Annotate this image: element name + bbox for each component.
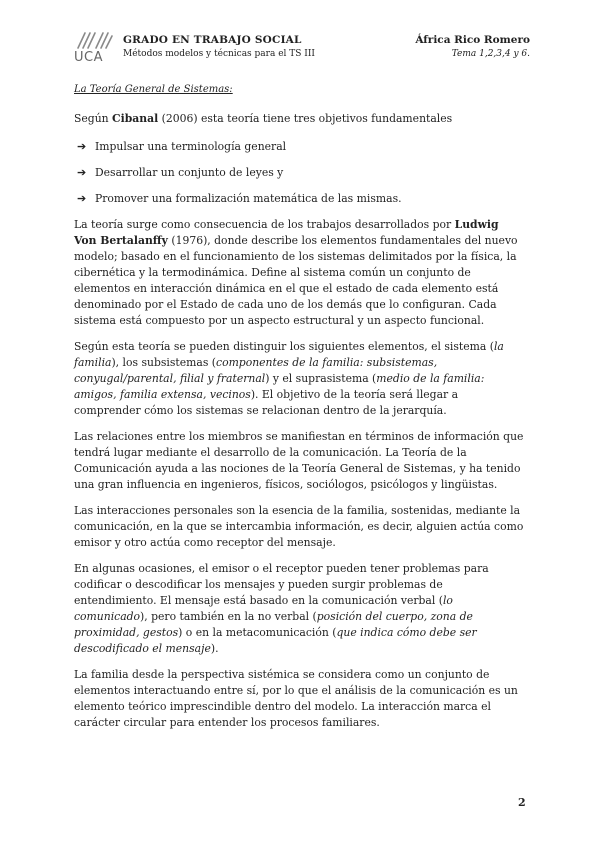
paragraph-relations: Las relaciones entre los miembros se manifiestan en términos de información que tendrá lugar mediante el desarrollo de la comunicación. La Teoría de la Comunicación ayuda a las nociones de la Teoría General de Sistemas, y ha tenido una gran influencia en ingenieros, físicos, sociólogos, psicólogos y lingüistas.: [74, 430, 524, 491]
course-subtitle: Métodos modelos y técnicas para el TS III: [123, 49, 315, 59]
paragraph-systemic: La familia desde la perspectiva sistémica se considera como un conjunto de elementos interactuando entre sí, por lo que el análisis de la comunicación es un elemento teórico imprescindible dentro del modelo. La interacción marca el carácter circular para entender los procesos familiares.: [74, 668, 518, 729]
topics-label: Tema 1,2,3,4 y 6.: [451, 49, 530, 59]
author-bertalanffy: Ludwig Von Bertalanffy: [74, 218, 499, 247]
uca-logo-icon: [74, 30, 114, 50]
paragraph-interactions: Las interacciones personales son la esencia de la familia, sostenidas, mediante la comunicación, en la que se intercambia información, es decir, alguien actúa como emisor y otro actúa como receptor del mensaje.: [74, 504, 524, 549]
logo-text: UCA: [74, 50, 103, 65]
list-item: ➔ Impulsar una terminología general: [77, 140, 287, 153]
uca-logo: [74, 30, 114, 66]
paragraph-bertalanffy: La teoría surge como consecuencia de los trabajos desarrollados por Ludwig Von Bertalanffy (1976), donde describe los elementos fundamentales del nuevo modelo; basado en el funcionamiento de los sistemas delimitados por la física, la cibernética y la termodinámica. Define al sistema común un conjunto de elementos en interacción dinámica en el que el estado de cada elemento está denominado por el Estado de cada uno de los demás que lo configuran. Cada sistema está compuesto por un aspecto estructural y un aspecto funcional.: [74, 218, 518, 327]
page-number: 2: [518, 796, 526, 809]
list-item: ➔ Desarrollar un conjunto de leyes y: [77, 166, 284, 179]
page-body: [74, 84, 524, 741]
section-title: La Teoría General de Sistemas:: [74, 84, 233, 95]
arrow-right-icon: ➔: [77, 192, 87, 205]
author-name: África Rico Romero: [415, 34, 530, 46]
intro-paragraph: Según Cibanal (2006) esta teoría tiene tres objetivos fundamentales: [74, 112, 453, 125]
objectives-list: [74, 139, 524, 207]
author-cibanal: Cibanal: [112, 112, 159, 125]
list-item: ➔ Promover una formalización matemática de las mismas.: [77, 192, 402, 205]
page-header: [74, 28, 530, 68]
degree-title: GRADO EN TRABAJO SOCIAL: [123, 34, 302, 46]
paragraph-elements: Según esta teoría se pueden distinguir los siguientes elementos, el sistema (la familia), los subsistemas (componentes de la familia: subsistemas, conyugal/parental, filial y fraternal) y el suprasistema (medio de la familia: amigos, familia extensa, vecinos). El objetivo de la teoría será llegar a comprender cómo los sistemas se relacionan dentro de la jerarquía.: [74, 340, 504, 417]
paragraph-communication: En algunas ocasiones, el emisor o el receptor pueden tener problemas para codificar o descodificar los mensajes y pueden surgir problemas de entendimiento. El mensaje está basado en la comunicación verbal (lo comunicado), pero también en la no verbal (posición del cuerpo, zona de proximidad, gestos) o en la metacomunicación (que indica cómo debe ser descodificado el mensaje).: [74, 562, 489, 655]
arrow-right-icon: ➔: [77, 140, 87, 153]
arrow-right-icon: ➔: [77, 166, 87, 179]
